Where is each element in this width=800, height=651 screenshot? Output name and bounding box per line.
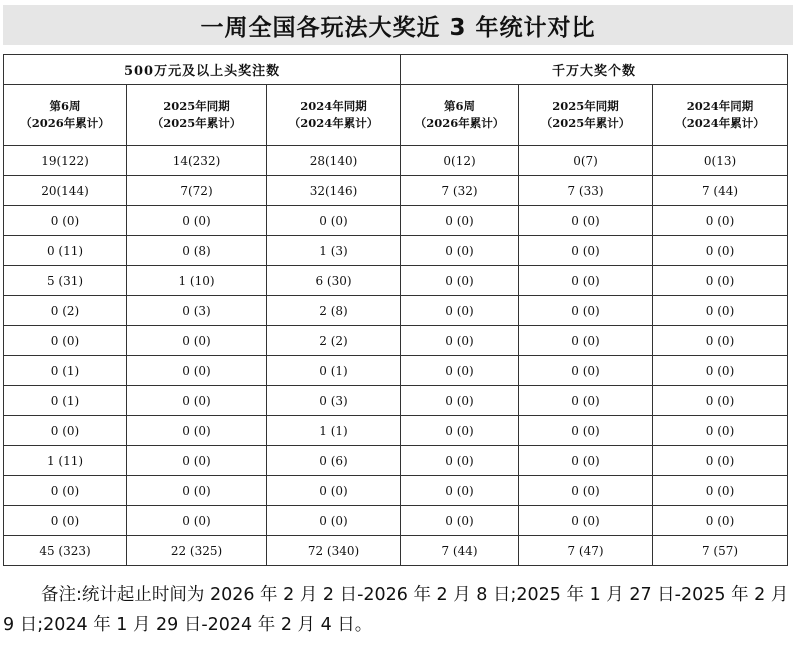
column-header: 第6周 （2026年累计） xyxy=(401,85,519,146)
table-cell: 7 (44) xyxy=(401,536,519,566)
table-row xyxy=(4,146,788,176)
table-cell: 0 (0) xyxy=(401,206,519,236)
table-row xyxy=(4,326,788,356)
table-cell: 1 (3) xyxy=(267,236,401,266)
table-cell: 0 (0) xyxy=(653,386,788,416)
table-row xyxy=(4,176,788,206)
group-header-jackpot: 500万元及以上头奖注数 xyxy=(4,55,401,85)
column-header: 2025年同期 （2025年累计） xyxy=(127,85,267,146)
table-row xyxy=(4,476,788,506)
table-cell: 0 (8) xyxy=(127,236,267,266)
table-cell: 72 (340) xyxy=(267,536,401,566)
table-cell: 0 (0) xyxy=(401,446,519,476)
table-row xyxy=(4,446,788,476)
table-cell: 0 (0) xyxy=(267,206,401,236)
table-cell: 0 (0) xyxy=(401,326,519,356)
table-cell: 0 (0) xyxy=(519,446,653,476)
table-body xyxy=(4,146,788,566)
table-cell: 0 (0) xyxy=(519,386,653,416)
table-cell: 0 (0) xyxy=(519,416,653,446)
table-cell: 0 (0) xyxy=(401,506,519,536)
table-cell: 0 (0) xyxy=(519,236,653,266)
group-header-row xyxy=(4,55,788,85)
table-cell: 0(13) xyxy=(653,146,788,176)
table-row xyxy=(4,506,788,536)
table-cell: 0 (0) xyxy=(653,476,788,506)
table-cell: 7 (32) xyxy=(401,176,519,206)
table-cell: 0 (0) xyxy=(653,236,788,266)
table-cell: 20(144) xyxy=(4,176,127,206)
table-cell: 28(140) xyxy=(267,146,401,176)
table-cell: 0 (0) xyxy=(267,476,401,506)
table-row xyxy=(4,206,788,236)
table-cell: 7 (44) xyxy=(653,176,788,206)
table-cell: 7 (33) xyxy=(519,176,653,206)
table-cell: 0 (0) xyxy=(653,296,788,326)
table-cell: 0 (3) xyxy=(267,386,401,416)
table-cell: 1 (10) xyxy=(127,266,267,296)
table-cell: 6 (30) xyxy=(267,266,401,296)
table-cell: 0 (0) xyxy=(401,386,519,416)
table-cell: 0 (0) xyxy=(4,416,127,446)
table-cell: 0 (0) xyxy=(127,386,267,416)
table-cell: 0 (0) xyxy=(519,326,653,356)
table-cell: 19(122) xyxy=(4,146,127,176)
table-cell: 0(12) xyxy=(401,146,519,176)
table-cell: 0 (0) xyxy=(4,506,127,536)
table-cell: 0 (1) xyxy=(4,356,127,386)
table-row xyxy=(4,296,788,326)
table-cell: 0 (0) xyxy=(4,326,127,356)
table-cell: 45 (323) xyxy=(4,536,127,566)
table-row xyxy=(4,266,788,296)
table-cell: 0 (3) xyxy=(127,296,267,326)
table-cell: 0 (0) xyxy=(267,506,401,536)
table-cell: 0 (0) xyxy=(401,266,519,296)
table-cell: 0 (0) xyxy=(127,506,267,536)
table-cell: 0 (0) xyxy=(401,356,519,386)
column-header-row xyxy=(4,85,788,146)
table-cell: 22 (325) xyxy=(127,536,267,566)
table-cell: 0 (0) xyxy=(401,416,519,446)
table-cell: 1 (1) xyxy=(267,416,401,446)
table-cell: 7 (57) xyxy=(653,536,788,566)
table-cell: 2 (8) xyxy=(267,296,401,326)
group-header-ten-million: 千万大奖个数 xyxy=(401,55,788,85)
table-row xyxy=(4,416,788,446)
column-header: 第6周 （2026年累计） xyxy=(4,85,127,146)
table-cell: 0 (2) xyxy=(4,296,127,326)
table-cell: 0 (0) xyxy=(4,476,127,506)
table-row xyxy=(4,356,788,386)
table-cell: 0 (0) xyxy=(127,416,267,446)
table-cell: 0 (0) xyxy=(519,476,653,506)
table-cell: 2 (2) xyxy=(267,326,401,356)
table-cell: 0 (0) xyxy=(127,446,267,476)
table-row xyxy=(4,536,788,566)
table-cell: 0 (0) xyxy=(127,326,267,356)
table-cell: 0 (11) xyxy=(4,236,127,266)
table-cell: 14(232) xyxy=(127,146,267,176)
table-cell: 0 (0) xyxy=(519,506,653,536)
title-bar xyxy=(3,5,793,45)
table-cell: 0 (0) xyxy=(519,206,653,236)
column-header: 2024年同期 （2024年累计） xyxy=(653,85,788,146)
table-row xyxy=(4,236,788,266)
table-cell: 0 (0) xyxy=(4,206,127,236)
stats-table xyxy=(3,54,788,566)
table-cell: 0 (0) xyxy=(653,326,788,356)
footnote: 备注:统计起止时间为 2026 年 2 月 2 日-2026 年 2 月 8 日;2025 年 1 月 27 日-2025 年 2 月 9 日;2024 年 1 月 29 日-2024 年 2 月 4 日。 xyxy=(3,585,789,635)
table-cell: 0(7) xyxy=(519,146,653,176)
table-cell: 0 (0) xyxy=(653,206,788,236)
column-header: 2025年同期 （2025年累计） xyxy=(519,85,653,146)
table-cell: 0 (6) xyxy=(267,446,401,476)
table-cell: 0 (0) xyxy=(519,266,653,296)
table-row xyxy=(4,386,788,416)
page-title: 一周全国各玩法大奖近 3 年统计对比 xyxy=(200,14,596,41)
column-header: 2024年同期 （2024年累计） xyxy=(267,85,401,146)
table-cell: 1 (11) xyxy=(4,446,127,476)
table-cell: 0 (1) xyxy=(4,386,127,416)
table-cell: 7 (47) xyxy=(519,536,653,566)
table-cell: 7(72) xyxy=(127,176,267,206)
table-cell: 0 (0) xyxy=(401,476,519,506)
table-cell: 0 (0) xyxy=(401,296,519,326)
table-cell: 0 (0) xyxy=(653,266,788,296)
table-cell: 0 (0) xyxy=(127,356,267,386)
table-cell: 0 (1) xyxy=(267,356,401,386)
table-cell: 0 (0) xyxy=(653,356,788,386)
table-cell: 0 (0) xyxy=(519,296,653,326)
table-cell: 32(146) xyxy=(267,176,401,206)
table-cell: 0 (0) xyxy=(519,356,653,386)
table-cell: 0 (0) xyxy=(653,416,788,446)
table-cell: 0 (0) xyxy=(653,506,788,536)
table-cell: 0 (0) xyxy=(127,206,267,236)
table-cell: 5 (31) xyxy=(4,266,127,296)
table-cell: 0 (0) xyxy=(127,476,267,506)
table-cell: 0 (0) xyxy=(401,236,519,266)
table-cell: 0 (0) xyxy=(653,446,788,476)
